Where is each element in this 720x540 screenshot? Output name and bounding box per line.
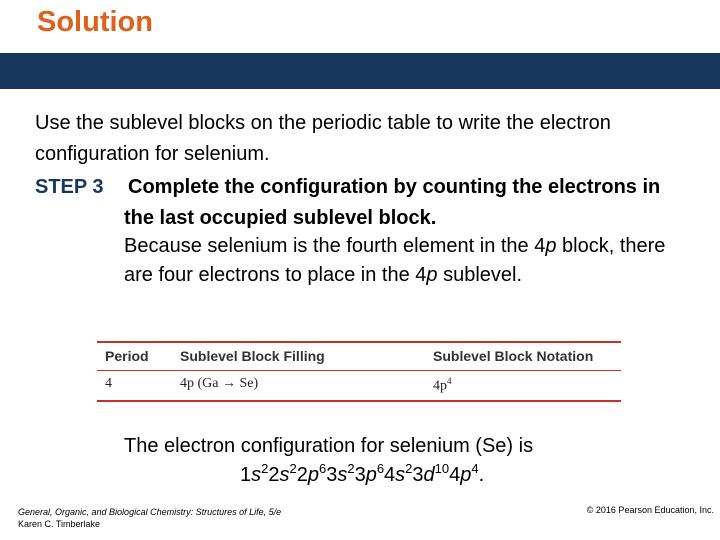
table-rule-top (97, 341, 621, 343)
title-band (0, 53, 720, 89)
footer-copyright: © 2016 Pearson Education, Inc. (586, 505, 714, 515)
term-coefficient: 2 (268, 464, 280, 486)
cell-filling: 4p (Ga → Se) (180, 376, 259, 391)
intro-text: Use the sublevel blocks on the periodic table to write the electron configuration for selenium. (35, 112, 611, 165)
step-body (124, 232, 684, 290)
configuration-term (354, 461, 385, 486)
step-body-post: sublevel. (437, 264, 523, 286)
cell-period: 4 (105, 376, 112, 391)
configuration-term (449, 461, 479, 486)
header-notation: Sublevel Block Notation (433, 348, 594, 364)
configuration-term (412, 461, 450, 486)
configuration-term (326, 461, 355, 486)
configuration-term (296, 461, 327, 486)
step-body-p2: p (426, 264, 438, 286)
step-body-mid: block, there are four electrons to place in the 4 (124, 235, 666, 286)
term-coefficient: 3 (326, 464, 338, 486)
table-rule-bottom (97, 400, 621, 402)
term-coefficient: 2 (296, 464, 308, 486)
term-exponent: 2 (289, 461, 297, 476)
term-coefficient: 3 (412, 464, 424, 486)
term-exponent: 10 (434, 461, 450, 476)
footer-author: Karen C. Timberlake (18, 519, 101, 529)
footer-citation (18, 506, 281, 530)
step-body-pre: Because selenium is the fourth element in the 4 (124, 235, 546, 257)
slide-title: Solution (37, 6, 153, 38)
step-label: STEP 3 (35, 176, 104, 198)
term-coefficient: 4 (449, 464, 461, 486)
term-sublevel: s (337, 464, 348, 486)
term-exponent: 6 (376, 461, 385, 476)
configuration-end: . (478, 464, 485, 486)
step-heading: Complete the configuration by counting the electrons in the last occupied sublevel block. (124, 176, 661, 229)
header-period: Period (105, 348, 149, 364)
term-sublevel: p (460, 464, 472, 486)
term-sublevel: d (423, 464, 435, 486)
term-exponent: 6 (318, 461, 327, 476)
term-exponent: 2 (347, 461, 355, 476)
step-body-p1: p (545, 235, 557, 257)
term-exponent: 4 (471, 461, 479, 476)
term-sublevel: s (395, 464, 406, 486)
configuration-term (268, 461, 297, 486)
term-sublevel: s (251, 464, 262, 486)
term-exponent: 2 (405, 461, 413, 476)
conclusion-text: The electron configuration for selenium (Se) is (124, 435, 534, 457)
cell-notation-base: 4p (433, 378, 447, 394)
term-sublevel: p (307, 464, 319, 486)
configuration-terms (240, 461, 479, 486)
term-sublevel: p (365, 464, 377, 486)
term-coefficient: 1 (240, 464, 252, 486)
term-coefficient: 3 (354, 464, 366, 486)
term-exponent: 2 (261, 461, 269, 476)
cell-notation (433, 376, 452, 395)
term-coefficient: 4 (384, 464, 396, 486)
header-filling: Sublevel Block Filling (180, 348, 325, 364)
footer-book: General, Organic, and Biological Chemistry: Structures of Life, 5/e (18, 507, 282, 517)
configuration-term (384, 461, 413, 486)
electron-configuration (240, 461, 485, 487)
term-sublevel: s (279, 464, 290, 486)
table-rule-mid (97, 370, 621, 371)
cell-notation-exp: 4 (447, 376, 452, 386)
configuration-term (240, 461, 269, 486)
